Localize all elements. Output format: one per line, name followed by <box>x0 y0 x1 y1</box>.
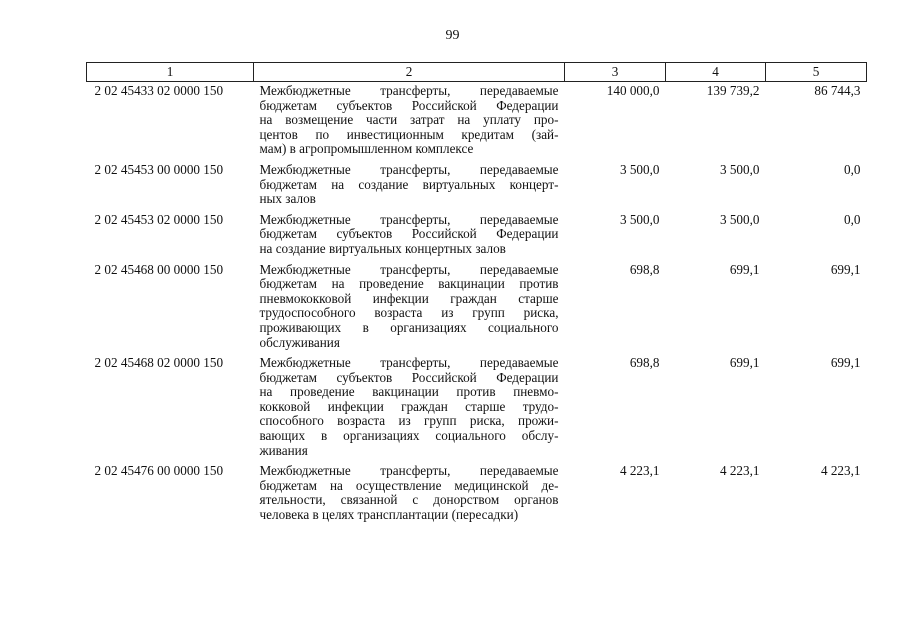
table-row <box>87 82 867 161</box>
amount-cell-col5: 4 223,1 <box>820 463 861 479</box>
amount-cell-col4: 139 739,2 <box>706 83 760 98</box>
budget-code-cell: 2 02 45453 02 0000 150 <box>94 211 224 227</box>
description-cell <box>254 462 565 526</box>
amount-cell-col5: 699,1 <box>830 355 861 371</box>
budget-code-cell: 2 02 45468 00 0000 150 <box>94 261 224 277</box>
amount-cell-col3: 4 223,1 <box>619 463 660 479</box>
description-line: на создание виртуальных концертных залов <box>259 240 506 256</box>
description-cell <box>254 161 565 211</box>
description-cell <box>254 261 565 355</box>
description-line: живания <box>259 442 308 458</box>
description-line: центов по инвестиционным кредитам (зай- <box>259 126 559 142</box>
amount-cell-col4: 699,1 <box>729 355 760 371</box>
description-line: на возмещение части затрат на уплату про- <box>259 112 559 128</box>
header-row <box>87 63 867 82</box>
description-line: бюджетам субъектов Российской Федерации <box>259 97 559 113</box>
description-line: обслуживания <box>259 334 340 350</box>
description-line: Межбюджетные трансферты, передаваемые <box>259 211 559 227</box>
budget-code-cell: 2 02 45453 00 0000 150 <box>94 161 224 177</box>
description-cell <box>254 82 565 161</box>
amount-cell-col5: 86 744,3 <box>814 83 861 98</box>
description-line: Межбюджетные трансферты, передаваемые <box>259 161 559 177</box>
description-cell <box>254 211 565 261</box>
description-line: способного возраста из групп риска, прожи- <box>259 413 559 429</box>
description-line: Межбюджетные трансферты, передаваемые <box>259 261 559 277</box>
description-line: пневмококковой инфекции граждан старше <box>259 290 559 306</box>
column-header-3: 3 <box>565 63 666 82</box>
column-header-2: 2 <box>254 63 565 82</box>
description-line: мам) в агропромышленном комплексе <box>259 141 474 157</box>
description-line: бюджетам субъектов Российской Федерации <box>259 369 559 385</box>
budget-table <box>86 62 867 527</box>
budget-code-cell: 2 02 45468 02 0000 150 <box>94 355 224 371</box>
description-line: Межбюджетные трансферты, передаваемые <box>259 355 559 371</box>
column-header-1: 1 <box>87 63 254 82</box>
amount-cell-col5: 699,1 <box>830 261 861 277</box>
table-row <box>87 161 867 211</box>
description-line: бюджетам на осуществление медицинской де- <box>259 477 559 493</box>
amount-cell-col5: 0,0 <box>844 161 861 177</box>
amount-cell-col5: 0,0 <box>844 211 861 227</box>
amount-cell-col4: 699,1 <box>729 261 760 277</box>
amount-cell-col4: 4 223,1 <box>719 463 760 479</box>
description-line: бюджетам на создание виртуальных концерт- <box>259 176 559 192</box>
table-body <box>87 82 867 527</box>
description-line: бюджетам на проведение вакцинации против <box>259 276 559 292</box>
description-line: Межбюджетные трансферты, передаваемые <box>259 463 559 479</box>
table-row <box>87 211 867 261</box>
description-line: бюджетам субъектов Российской Федерации <box>259 226 559 242</box>
description-cell <box>254 354 565 462</box>
description-line: человека в целях трансплантации (пересадки) <box>259 507 519 523</box>
description-line: проживающих в организациях социального <box>259 319 559 335</box>
description-line: кокковой инфекции граждан старше трудо- <box>259 398 559 414</box>
description-line: вающих в организациях социального обслу- <box>259 428 559 444</box>
amount-cell-col3: 140 000,0 <box>606 83 660 98</box>
amount-cell-col3: 3 500,0 <box>619 211 660 227</box>
table-row <box>87 354 867 462</box>
table-row <box>87 462 867 526</box>
description-line: Межбюджетные трансферты, передаваемые <box>259 83 559 98</box>
table-row <box>87 261 867 355</box>
page-number: 99 <box>445 28 460 43</box>
amount-cell-col3: 698,8 <box>629 261 660 277</box>
budget-code-cell: 2 02 45476 00 0000 150 <box>94 463 224 479</box>
description-line: ных залов <box>259 191 316 207</box>
amount-cell-col4: 3 500,0 <box>719 211 760 227</box>
column-header-5: 5 <box>766 63 867 82</box>
description-line: ятельности, связанной с донорством органов <box>259 492 559 508</box>
amount-cell-col3: 698,8 <box>629 355 660 371</box>
budget-code-cell: 2 02 45433 02 0000 150 <box>94 83 224 98</box>
description-line: на проведение вакцинации против пневмо- <box>259 384 559 400</box>
amount-cell-col3: 3 500,0 <box>619 161 660 177</box>
column-header-4: 4 <box>666 63 766 82</box>
amount-cell-col4: 3 500,0 <box>719 161 760 177</box>
description-line: трудоспособного возраста из групп риска, <box>259 305 559 321</box>
